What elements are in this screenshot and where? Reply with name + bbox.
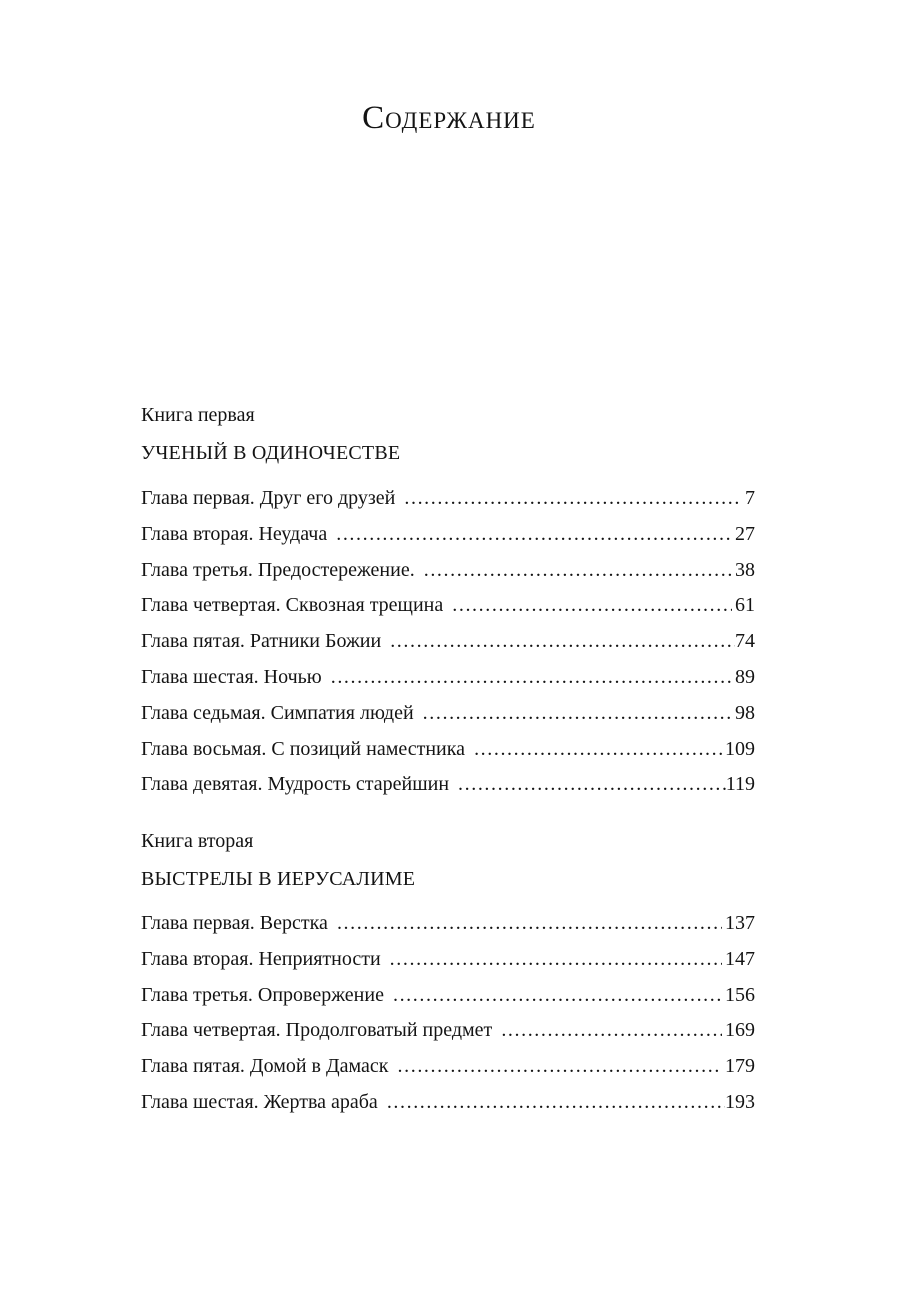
chapter-title: Глава четвертая. Продолговатый предмет [141, 1019, 493, 1042]
chapter-title: Глава первая. Верстка [141, 912, 328, 934]
chapter-title: Глава вторая. Неудача [141, 522, 328, 545]
dot-leader [474, 736, 725, 762]
chapter-title: Глава четвертая. Сквозная трещина [141, 594, 444, 617]
toc-entry[interactable] [141, 485, 755, 521]
page-number: 147 [725, 947, 755, 970]
chapter-title: Глава седьмая. Симпатия людей [141, 701, 414, 724]
dot-leader [501, 1017, 722, 1043]
page-number: 7 [745, 487, 755, 509]
toc-entry[interactable] [141, 1053, 755, 1089]
chapter-title: Глава шестая. Жертва араба [141, 1090, 378, 1113]
toc-entry[interactable] [141, 910, 755, 946]
dot-leader [390, 946, 722, 972]
toc-entry[interactable] [141, 1089, 755, 1125]
page-number: 137 [725, 912, 755, 934]
book-1-title: УЧЕНЫЙ В ОДИНОЧЕСТВЕ [141, 442, 401, 464]
chapter-title: Глава третья. Предостережение. [141, 558, 415, 581]
book-2-title: ВЫСТРЕЛЫ В ИЕРУСАЛИМЕ [141, 868, 416, 890]
toc-entry[interactable] [141, 1017, 755, 1053]
toc-entry[interactable] [141, 557, 755, 593]
page-number: 169 [725, 1019, 755, 1042]
dot-leader [423, 700, 732, 726]
book-1-chapter-list [141, 485, 755, 807]
dot-leader [398, 1053, 722, 1079]
page-number: 61 [735, 594, 755, 617]
dot-leader [424, 557, 732, 583]
page-number: 156 [725, 983, 755, 1006]
dot-leader [452, 592, 732, 618]
dot-leader [404, 485, 742, 511]
page-number: 109 [725, 737, 755, 760]
chapter-title: Глава третья. Опровержение [141, 983, 384, 1006]
toc-entry[interactable] [141, 771, 755, 807]
page-number: 74 [735, 630, 755, 653]
dot-leader [458, 771, 726, 797]
page-number: 27 [735, 522, 755, 545]
page-number: 98 [735, 701, 755, 724]
page-number: 193 [725, 1090, 755, 1113]
chapter-title: Глава восьмая. С позиций наместника [141, 737, 466, 760]
toc-entry[interactable] [141, 628, 755, 664]
page-number: 38 [735, 558, 755, 581]
toc-entry[interactable] [141, 664, 755, 700]
page-title: Содержание [362, 100, 536, 136]
chapter-title: Глава вторая. Неприятности [141, 947, 381, 970]
dot-leader [337, 910, 722, 936]
dot-leader [336, 521, 732, 547]
book-2-kicker: Книга вторая [141, 830, 254, 852]
dot-leader [390, 628, 735, 654]
page-number: 89 [735, 665, 755, 688]
dot-leader [331, 664, 732, 690]
chapter-title: Глава пятая. Домой в Дамаск [141, 1055, 389, 1078]
chapter-title: Глава шестая. Ночью [141, 665, 322, 688]
book-2-chapter-list [141, 910, 755, 1125]
book-1-kicker: Книга первая [141, 404, 255, 426]
chapter-title: Глава девятая. Мудрость старейшин [141, 773, 450, 796]
toc-entry[interactable] [141, 700, 755, 736]
toc-entry[interactable] [141, 982, 755, 1018]
toc-entry[interactable] [141, 946, 755, 982]
page-number: 119 [725, 773, 755, 796]
page-number: 179 [725, 1055, 755, 1078]
chapter-title: Глава пятая. Ратники Божии [141, 630, 382, 653]
toc-entry[interactable] [141, 736, 755, 772]
dot-leader [387, 1089, 725, 1115]
toc-entry[interactable] [141, 521, 755, 557]
chapter-title: Глава первая. Друг его друзей [141, 487, 396, 509]
dot-leader [393, 982, 722, 1008]
toc-entry[interactable] [141, 592, 755, 628]
